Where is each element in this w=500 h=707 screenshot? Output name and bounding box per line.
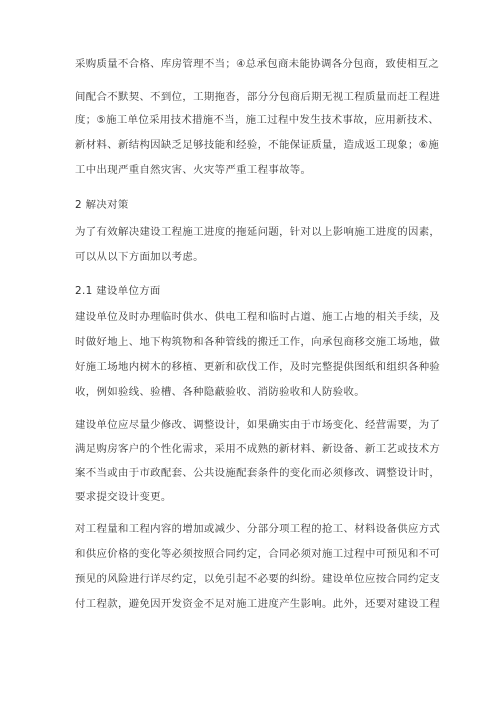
text-line: 预见的风险进行详尽约定，以免引起不必要的纠纷。建设单位应按合同约定支 — [75, 573, 441, 585]
text-line: 采购质量不合格、库房管理不当；④总承包商未能协调各分包商，致使相互之 — [75, 58, 440, 70]
text-line: 间配合不默契、不到位，工期拖沓，部分分包商后期无视工程质量而赶工程进 — [75, 91, 441, 103]
text-line: 案不当或由于市政配套、公共设施配套条件的变化而必须修改、调整设计时， — [75, 467, 441, 479]
text-line: 时做好地上、地下构筑物和各种管线的搬迁工作，向承包商移交施工场地，做 — [75, 336, 441, 348]
text-line: 满足购房客户的个性化需求，采用不成熟的新材料、新设备、新工艺或技术方 — [75, 443, 441, 455]
text-line: 工中出现严重自然灾害、火灾等严重工程事故等。 — [75, 164, 312, 176]
text-line: 建设单位应尽量少修改、调整设计，如果确实由于市场变化、经营需要，为了 — [75, 419, 441, 431]
text-line: 对工程量和工程内容的增加或减少、分部分项工程的抢工、材料设备供应方式 — [75, 523, 441, 535]
section-heading: 2 解决对策 — [75, 199, 129, 211]
subsection-heading: 2.1 建设单位方面 — [75, 285, 161, 297]
text-line: 付工程款，避免因开发资金不足对施工进度产生影响。此外，还要对建设工程 — [75, 598, 441, 610]
text-line: 建设单位及时办理临时供水、供电工程和临时占道、施工占地的相关手续，及 — [75, 311, 441, 323]
text-line: 要求提交设计变更。 — [75, 491, 172, 503]
text-line: 和供应价格的变化等必须按照合同约定，合同必须对施工过程中可预见和不可 — [75, 548, 441, 560]
text-line: 新材料、新结构因缺乏足够技能和经验，不能保证质量，造成返工现象；⑥施 — [75, 139, 440, 151]
text-line: 好施工场地内树木的移植、更新和砍伐工作，及时完整提供图纸和组织各种验 — [75, 361, 441, 373]
text-line: 可以从以下方面加以考虑。 — [75, 251, 204, 263]
text-line: 度；⑤施工单位采用技术措施不当，施工过程中发生技术事故，应用新技术、 — [75, 114, 440, 126]
text-line: 为了有效解决建设工程施工进度的拖延问题，针对以上影响施工进度的因素， — [75, 226, 441, 238]
text-line: 收，例如验线、验槽、各种隐蔽验收、消防验收和人防验收。 — [75, 386, 365, 398]
